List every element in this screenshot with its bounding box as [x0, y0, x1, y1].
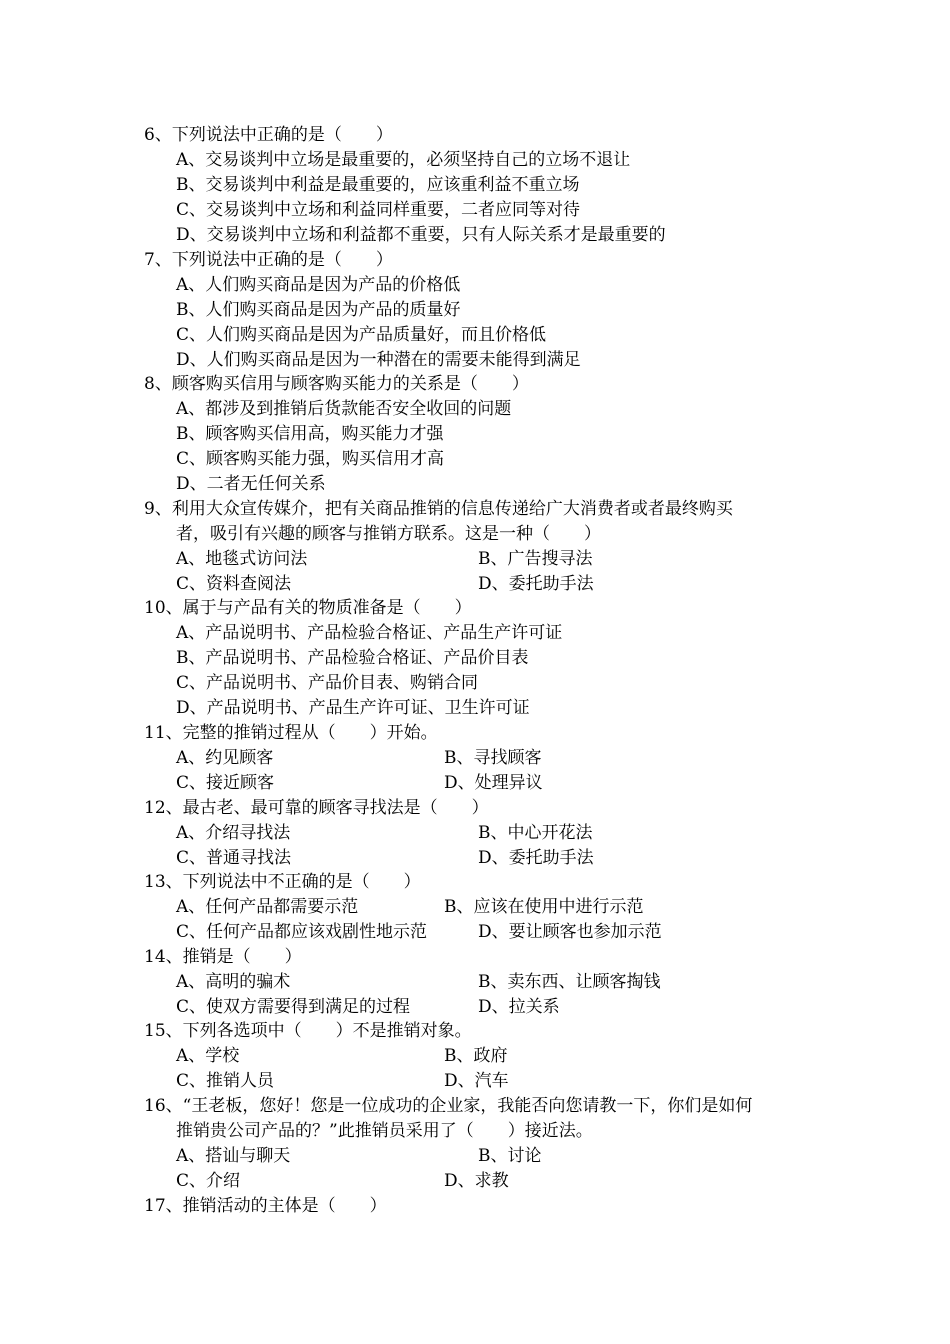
- question-16-stem-continuation: 推销贵公司产品的？”此推销员采用了（ ）接近法。: [176, 1121, 593, 1141]
- question-15-option-d: D、汽车: [444, 1071, 509, 1091]
- question-16-option-a: A、搭讪与聊天: [176, 1146, 291, 1166]
- question-15-option-b: B、政府: [444, 1046, 508, 1066]
- question-8-option-c: C、顾客购买能力强，购买信用才高: [176, 449, 445, 469]
- question-9-option-d: D、委托助手法: [478, 574, 594, 594]
- question-10-option-a: A、产品说明书、产品检验合格证、产品生产许可证: [176, 623, 563, 643]
- question-13-option-b: B、应该在使用中进行示范: [444, 897, 644, 917]
- question-7-option-d: D、人们购买商品是因为一种潜在的需要未能得到满足: [176, 350, 581, 370]
- question-9-option-a: A、地毯式访问法: [176, 549, 308, 569]
- question-6-stem: 6、下列说法中正确的是（ ）: [144, 125, 393, 145]
- question-12-option-c: C、普通寻找法: [176, 848, 292, 868]
- question-12-stem: 12、最古老、最可靠的顾客寻找法是（ ）: [144, 798, 489, 818]
- question-10-stem: 10、属于与产品有关的物质准备是（ ）: [144, 598, 472, 618]
- question-9-option-c: C、资料查阅法: [176, 574, 292, 594]
- question-15-option-a: A、学校: [176, 1046, 240, 1066]
- question-8-option-d: D、二者无任何关系: [176, 474, 326, 494]
- question-13-option-a: A、任何产品都需要示范: [176, 897, 359, 917]
- question-16-stem: 16、“王老板，您好！您是一位成功的企业家，我能否向您请教一下，你们是如何: [144, 1096, 753, 1116]
- question-10-option-d: D、产品说明书、产品生产许可证、卫生许可证: [176, 698, 530, 718]
- question-6-option-b: B、交易谈判中利益是最重要的，应该重利益不重立场: [176, 175, 580, 195]
- question-15-option-c: C、推销人员: [176, 1071, 275, 1091]
- question-11-option-b: B、寻找顾客: [444, 748, 542, 768]
- question-13-stem: 13、下列说法中不正确的是（ ）: [144, 872, 421, 892]
- question-10-option-c: C、产品说明书、产品价目表、购销合同: [176, 673, 479, 693]
- question-9-stem: 9、利用大众宣传媒介，把有关商品推销的信息传递给广大消费者或者最终购买: [144, 499, 733, 519]
- question-7-stem: 7、下列说法中正确的是（ ）: [144, 250, 393, 270]
- question-12-option-d: D、委托助手法: [478, 848, 594, 868]
- question-16-option-c: C、介绍: [176, 1171, 241, 1191]
- question-15-stem: 15、下列各选项中（ ）不是推销对象。: [144, 1021, 472, 1041]
- question-14-stem: 14、推销是（ ）: [144, 947, 302, 967]
- question-11-option-c: C、接近顾客: [176, 773, 275, 793]
- question-14-option-d: D、拉关系: [478, 997, 560, 1017]
- question-8-stem: 8、顾客购买信用与顾客购买能力的关系是（ ）: [144, 374, 529, 394]
- question-7-option-b: B、人们购买商品是因为产品的质量好: [176, 300, 461, 320]
- question-7-option-c: C、人们购买商品是因为产品质量好，而且价格低: [176, 325, 547, 345]
- question-8-option-a: A、都涉及到推销后货款能否安全收回的问题: [176, 399, 512, 419]
- question-7-option-a: A、人们购买商品是因为产品的价格低: [176, 275, 461, 295]
- question-6-option-d: D、交易谈判中立场和利益都不重要，只有人际关系才是最重要的: [176, 225, 666, 245]
- question-14-option-c: C、使双方需要得到满足的过程: [176, 997, 411, 1017]
- question-13-option-d: D、要让顾客也参加示范: [478, 922, 662, 942]
- question-6-option-c: C、交易谈判中立场和利益同样重要，二者应同等对待: [176, 200, 581, 220]
- question-11-option-a: A、约见顾客: [176, 748, 274, 768]
- question-8-option-b: B、顾客购买信用高，购买能力才强: [176, 424, 444, 444]
- question-9-stem-continuation: 者，吸引有兴趣的顾客与推销方联系。这是一种（ ）: [176, 524, 601, 544]
- question-17-stem: 17、推销活动的主体是（ ）: [144, 1196, 387, 1216]
- question-9-option-b: B、广告搜寻法: [478, 549, 593, 569]
- question-13-option-c: C、任何产品都应该戏剧性地示范: [176, 922, 428, 942]
- question-16-option-d: D、求教: [444, 1171, 509, 1191]
- question-14-option-a: A、高明的骗术: [176, 972, 291, 992]
- question-16-option-b: B、讨论: [478, 1146, 542, 1166]
- question-11-option-d: D、处理异议: [444, 773, 543, 793]
- question-6-option-a: A、交易谈判中立场是最重要的，必须坚持自己的立场不退让: [176, 150, 631, 170]
- question-11-stem: 11、完整的推销过程从（ ）开始。: [144, 723, 438, 743]
- question-10-option-b: B、产品说明书、产品检验合格证、产品价目表: [176, 648, 529, 668]
- question-12-option-b: B、中心开花法: [478, 823, 593, 843]
- question-14-option-b: B、卖东西、让顾客掏钱: [478, 972, 661, 992]
- question-12-option-a: A、介绍寻找法: [176, 823, 291, 843]
